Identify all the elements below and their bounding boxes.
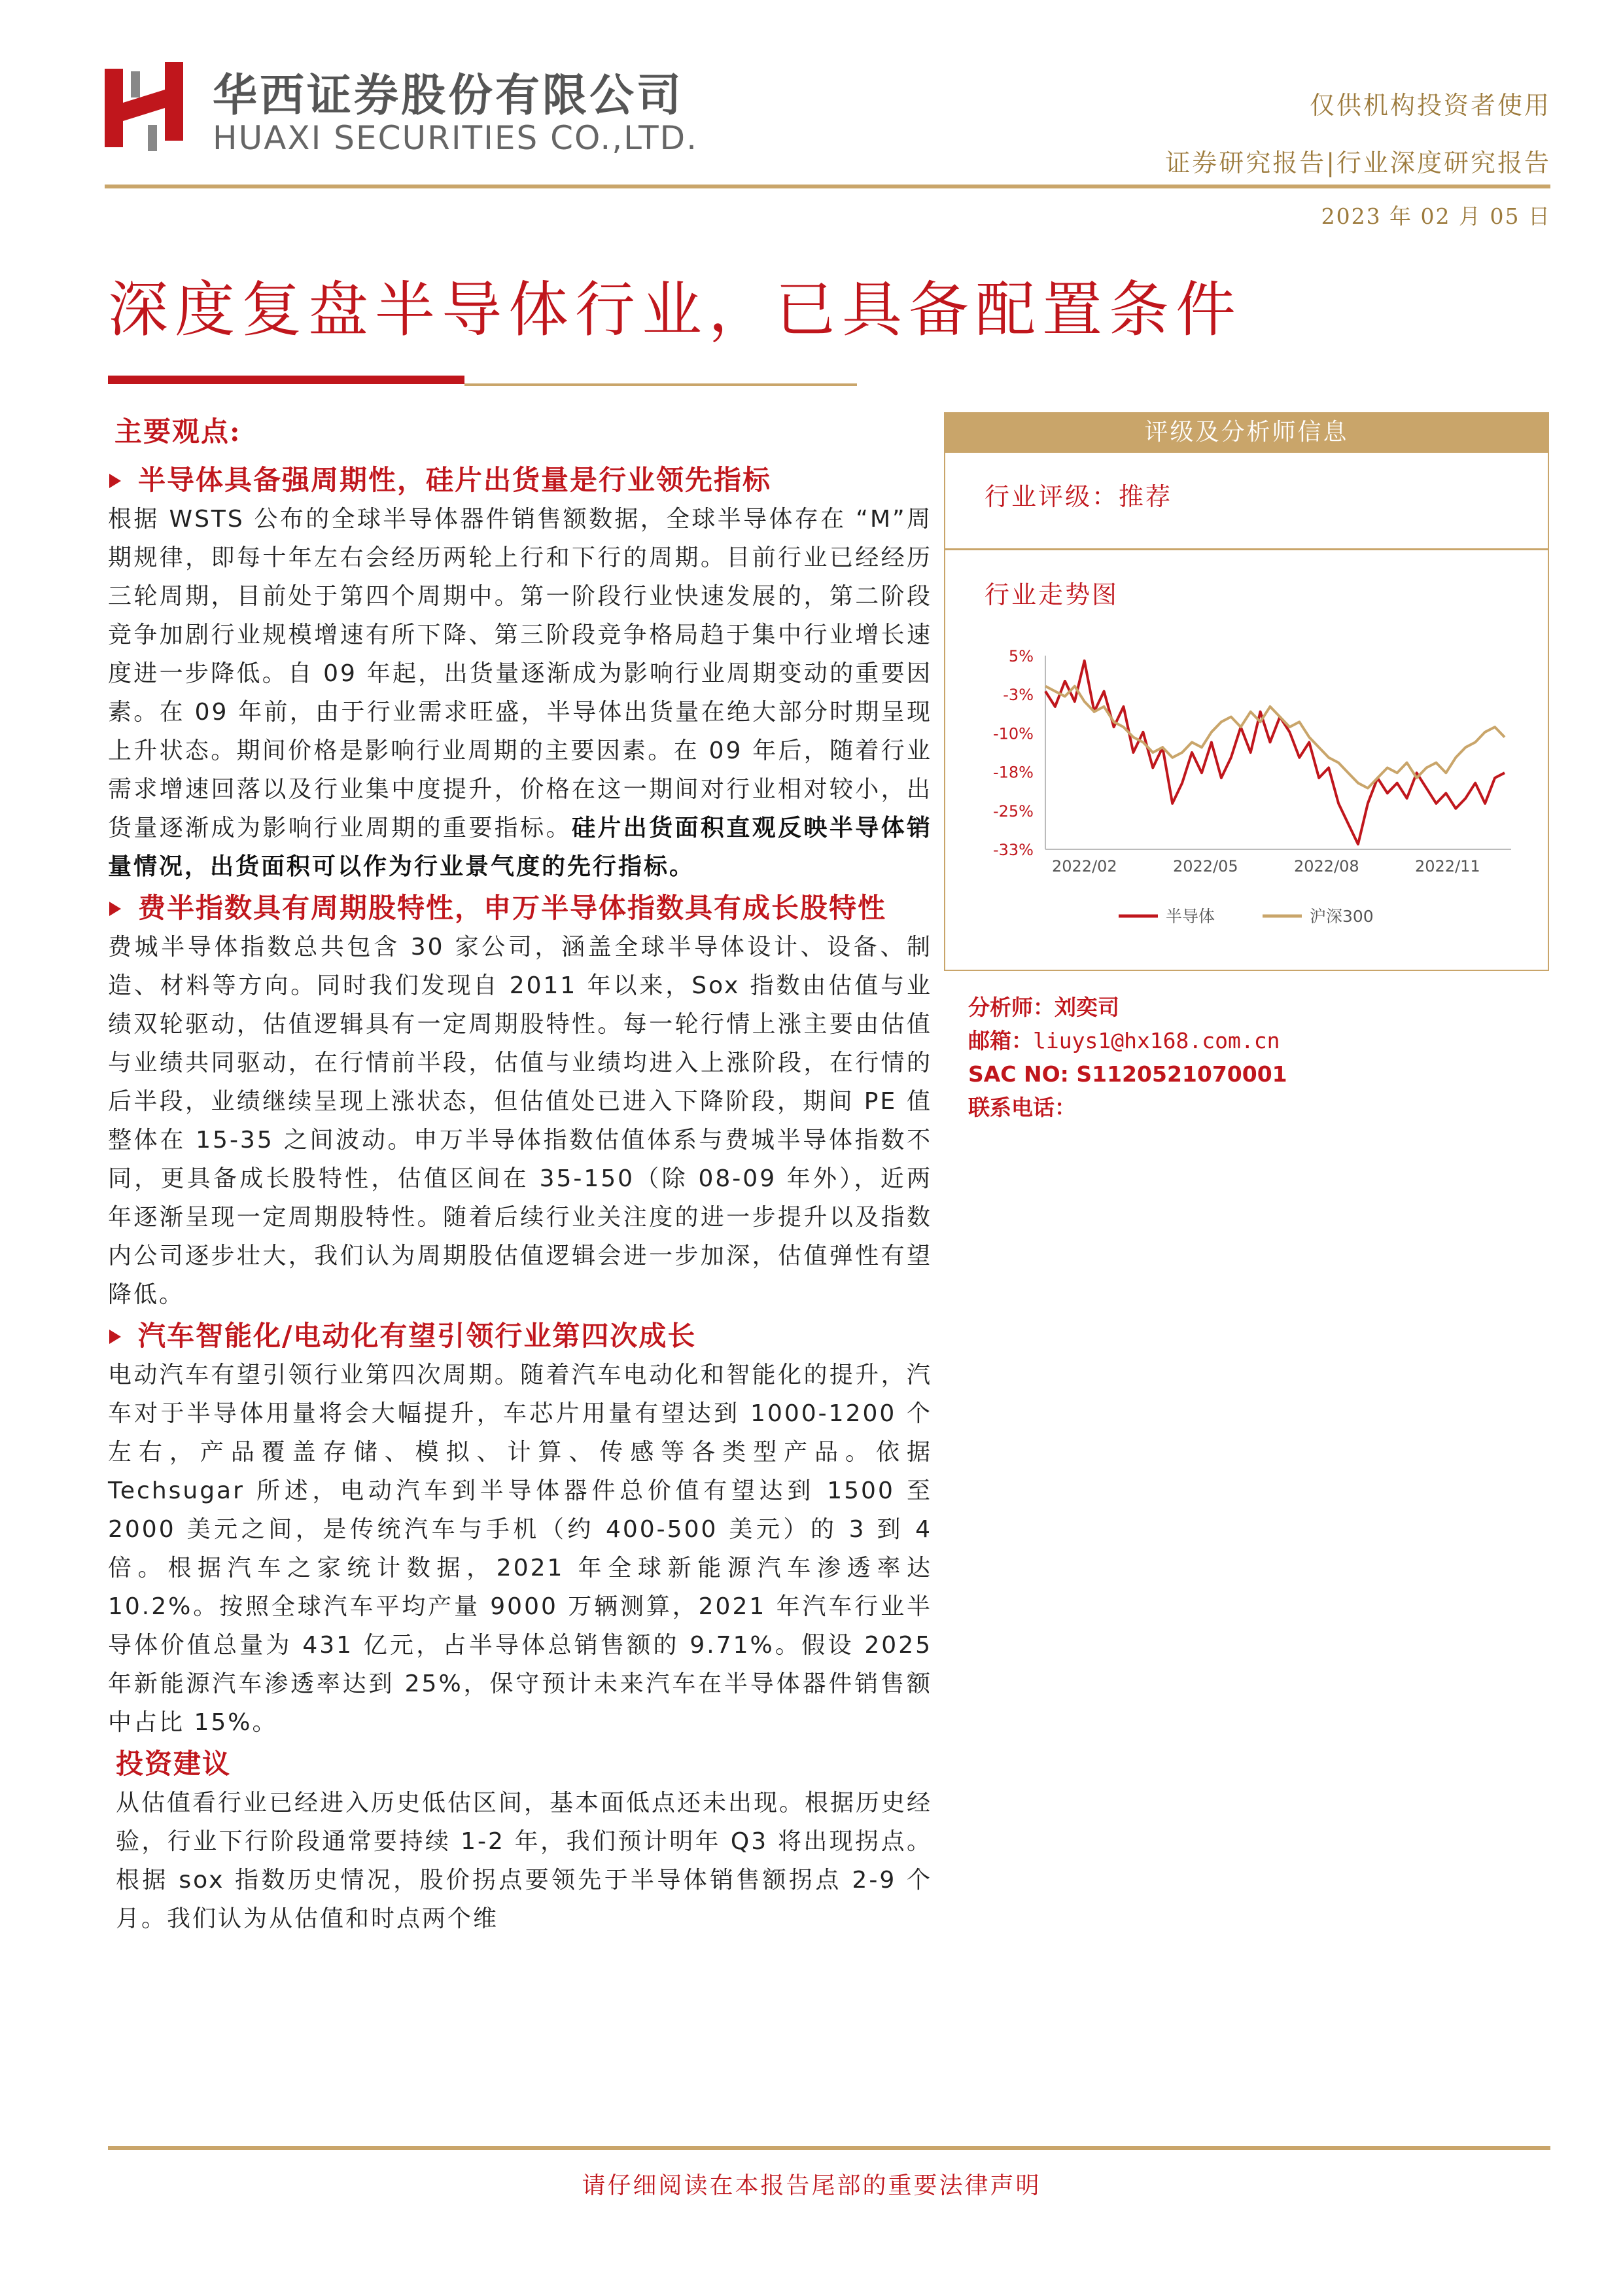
chart-series-line-1	[1045, 661, 1505, 844]
chart-x-tick-label: 2022/02	[1052, 857, 1117, 875]
rating-panel-divider	[944, 548, 1549, 550]
chart-series-line-2	[1045, 686, 1505, 788]
main-points-heading: 主要观点:	[114, 415, 241, 448]
chart-y-tick-label: -18%	[992, 763, 1034, 782]
legal-notice: 请仔细阅读在本报告尾部的重要法律声明	[582, 2172, 1041, 2199]
rating-panel-header: 评级及分析师信息	[944, 412, 1549, 453]
chart-legend-label: 沪深300	[1310, 907, 1374, 926]
bullet-triangle-icon	[109, 902, 121, 916]
analyst-email-row: 邮箱：liuys1@hx168.com.cn	[968, 1028, 1280, 1053]
trend-chart-label: 行业走势图	[985, 580, 1119, 609]
main-content	[108, 412, 932, 1938]
investment-body: 从估值看行业已经进入历史低估区间，基本面低点还未出现。根据历史经验，行业下行阶段通常要持续 1-2 年，我们预计明年 Q3 将出现拐点。根据 sox 指数历史情况，股价拐点要领先于半导体销售额拐点 2-9 个月。我们认为从估值和时点两个维	[116, 1790, 933, 1932]
bullet-body-1-bold: 硅片出货面积直观反映半导体销量情况，出货面积可以作为行业景气度的先行指标。	[108, 815, 932, 880]
chart-y-tick-label: -25%	[992, 802, 1034, 821]
bullet-body-3: 电动汽车有望引领行业第四次周期。随着汽车电动化和智能化的提升，汽车对于半导体用量将会大幅提升，车芯片用量有望达到 1000-1200 个左右，产品覆盖存储、模拟、计算、传感等各类型产品。依据 Techsugar 所述，电动汽车到半导体器件总价值有望达到 1500 至 2000 美元之间，是传统汽车与手机（约 400-500 美元）的 3 到 4 倍。根据汽车之家统计数据，2021 年全球新能源汽车渗透率达 10.2%。按照全球汽车平均产量 9000 万辆测算，2021 年汽车行业半导体价值总量为 431 亿元，占半导体总销售额的 9.71%。假设 2025 年新能源汽车渗透率达到 25%，保守预计未来汽车在半导体器件销售额中占比 15%。	[108, 1362, 932, 1736]
industry-trend-chart	[962, 641, 1531, 949]
bullet-triangle-icon	[109, 474, 121, 488]
industry-rating-value: 推荐	[1119, 482, 1173, 511]
investment-heading: 投资建议	[116, 1748, 232, 1780]
company-name-cn: 华西证券股份有限公司	[213, 70, 684, 122]
chart-legend-label: 半导体	[1166, 907, 1215, 926]
chart-x-tick-label: 2022/08	[1294, 857, 1359, 875]
report-date: 2023 年 02 月 05 日	[1321, 203, 1551, 229]
chart-y-tick-label: 5%	[1008, 647, 1034, 665]
chart-x-tick-label: 2022/05	[1173, 857, 1238, 875]
huaxi-logo-icon	[105, 62, 183, 154]
report-type: 证券研究报告|行业深度研究报告	[1165, 149, 1551, 177]
bullet-heading-3: 汽车智能化/电动化有望引领行业第四次成长	[108, 1316, 932, 1356]
chart-x-tick-label: 2022/11	[1415, 857, 1480, 875]
report-title: 深度复盘半导体行业，已具备配置条件	[108, 275, 1243, 345]
footer-divider	[108, 2146, 1550, 2150]
analyst-phone: 联系电话：	[968, 1095, 1076, 1120]
analyst-email-link[interactable]: liuys1@hx168.com.cn	[1033, 1028, 1280, 1053]
header-divider	[105, 185, 1550, 188]
chart-y-tick-label: -33%	[992, 841, 1034, 859]
bullet-triangle-icon	[109, 1330, 121, 1344]
chart-y-tick-label: -3%	[1003, 686, 1034, 705]
company-name-en: HUAXI SECURITIES CO.,LTD.	[213, 119, 699, 157]
analyst-info	[968, 991, 1287, 1124]
bullet-heading-1: 半导体具备强周期性，硅片出货量是行业领先指标	[108, 461, 932, 500]
audience-notice: 仅供机构投资者使用	[1309, 91, 1551, 120]
title-underline-red	[108, 376, 464, 384]
chart-y-tick-label: -10%	[992, 724, 1034, 743]
analyst-sac: SAC NO: S1120521070001	[968, 1061, 1287, 1087]
bullet-body-1: 根据 WSTS 公布的全球半导体器件销售额数据，全球半导体存在 “M”周期规律，即每十年左右会经历两轮上行和下行的周期。目前行业已经经历三轮周期，目前处于第四个周期中。第一阶段行业快速发展的，第二阶段竞争加剧行业规模增速有所下降、第三阶段竞争格局趋于集中行业增长速度进一步降低。自 09 年起，出货量逐渐成为影响行业周期变动的重要因素。在 09 年前，由于行业需求旺盛，半导体出货量在绝大部分时期呈现上升状态。期间价格是影响行业周期的主要因素。在 09 年后，随着行业需求增速回落以及行业集中度提升，价格在这一期间对行业相对较小，出货量逐渐成为影响行业周期的重要指标。硅片出货面积直观反映半导体销量情况，出货面积可以作为行业景气度的先行指标。	[108, 506, 932, 880]
bullet-heading-2: 费半指数具有周期股特性，申万半导体指数具有成长股特性	[108, 889, 932, 928]
analyst-name: 分析师：刘奕司	[968, 995, 1119, 1020]
bullet-body-2: 费城半导体指数总共包含 30 家公司，涵盖全球半导体设计、设备、制造、材料等方向。同时我们发现自 2011 年以来，Sox 指数由估值与业绩双轮驱动，估值逻辑具有一定周期股特性。每一轮行情上涨主要由估值与业绩共同驱动，在行情前半段，估值与业绩均进入上涨阶段，在行情的后半段，业绩继续呈现上涨状态，但估值处已进入下降阶段，期间 PE 值整体在 15-35 之间波动。申万半导体指数估值体系与费城半导体指数不同，更具备成长股特性，估值区间在 35-150（除 08-09 年外），近两年逐渐呈现一定周期股特性。随着后续行业关注度的进一步提升以及指数内公司逐步壮大，我们认为周期股估值逻辑会进一步加深，估值弹性有望降低。	[108, 934, 932, 1308]
title-underline-gold	[464, 383, 857, 386]
industry-rating: 行业评级：推荐	[985, 482, 1173, 511]
